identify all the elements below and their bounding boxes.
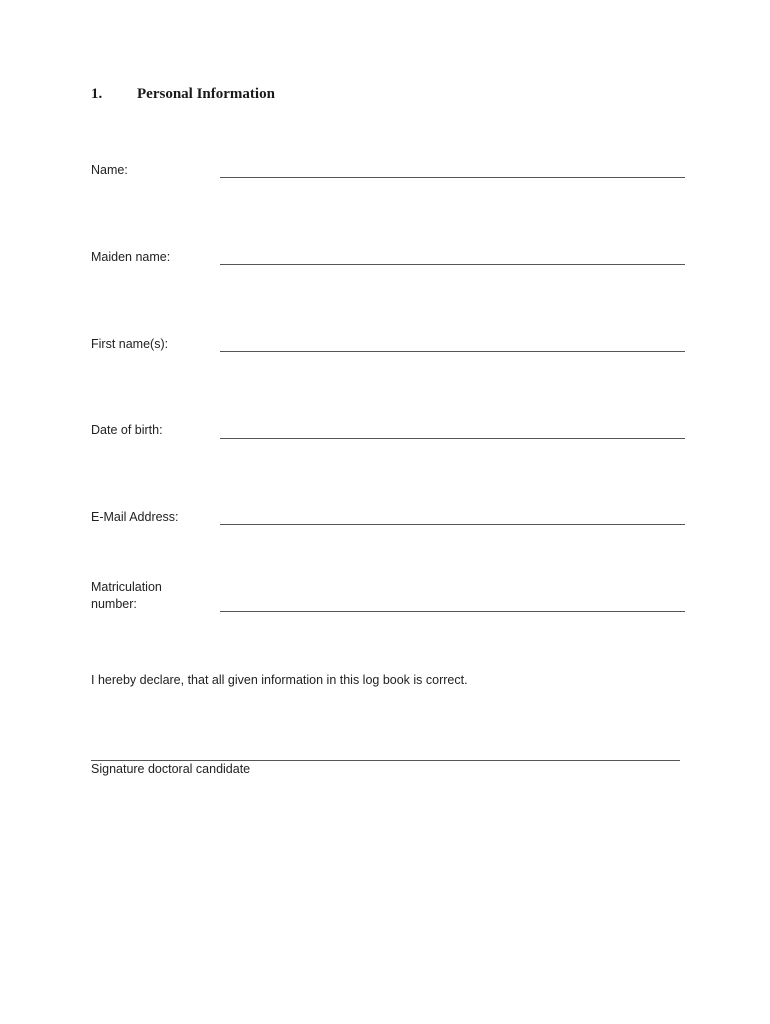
declaration-text: I hereby declare, that all given information in this log book is correct.	[91, 673, 468, 687]
email-label: E-Mail Address:	[91, 510, 179, 524]
signature-field[interactable]	[91, 760, 680, 761]
matriculation-label-line1: Matriculation	[91, 580, 162, 594]
matriculation-label-line2: number:	[91, 597, 137, 611]
first-names-label: First name(s):	[91, 337, 169, 351]
date-of-birth-field[interactable]	[220, 438, 685, 439]
first-names-field[interactable]	[220, 351, 685, 352]
email-field[interactable]	[220, 524, 685, 525]
section-title: Personal Information	[137, 86, 275, 102]
date-of-birth-label: Date of birth:	[91, 423, 163, 437]
name-field[interactable]	[220, 177, 685, 178]
signature-label: Signature doctoral candidate	[91, 762, 251, 776]
section-heading	[91, 86, 275, 103]
maiden-name-field[interactable]	[220, 264, 685, 265]
name-label: Name:	[91, 163, 128, 177]
maiden-name-label: Maiden name:	[91, 250, 171, 264]
matriculation-number-field[interactable]	[220, 611, 685, 612]
section-number: 1.	[91, 86, 103, 102]
